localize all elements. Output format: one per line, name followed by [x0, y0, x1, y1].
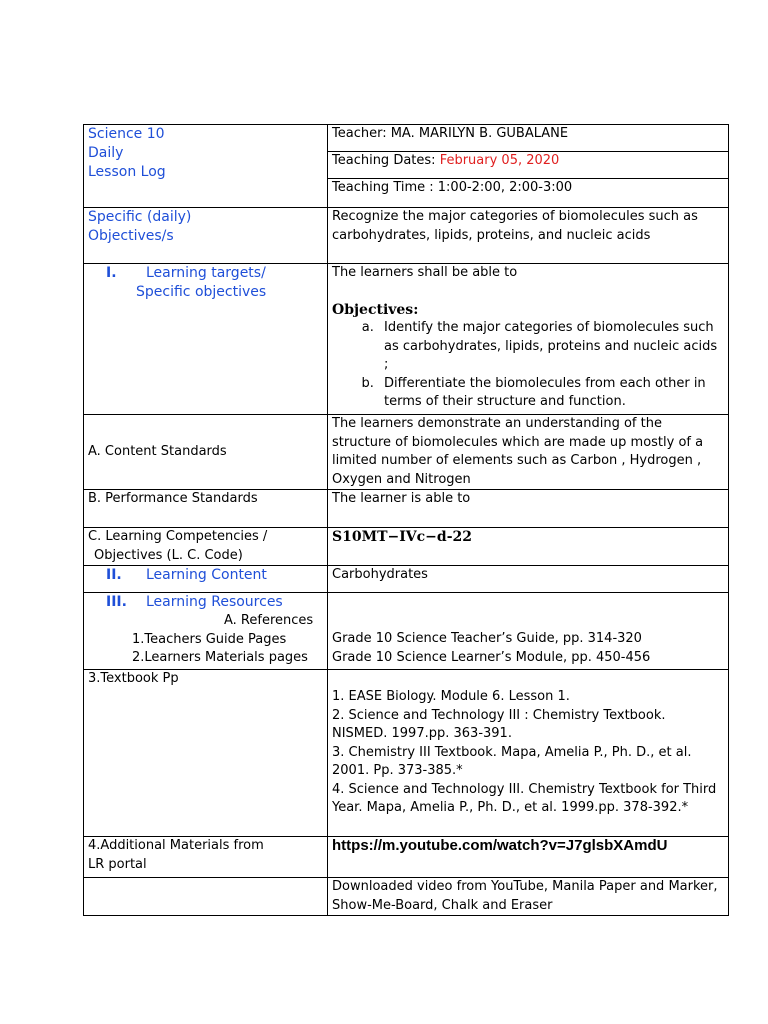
textbook-item: 4. Science and Technology III. Chemistry Textbook for Third Year. Mapa, Amelia P., Ph. D., et al. 1999.pp. 378-392.* [332, 781, 717, 815]
objective-item: b. Differentiate the biomolecules from each other in terms of their structure and function. [378, 375, 724, 412]
lesson-log-title [84, 125, 328, 208]
references-label: A. References [224, 613, 314, 628]
youtube-link[interactable]: https://m.youtube.com/watch?v=J7glsbXAmdU [332, 837, 668, 854]
teacher-cell [328, 125, 729, 152]
textbook-item: 3. Chemistry III Textbook. Mapa, Amelia P., Ph. D., et al. 2001. Pp. 373-385.* [332, 744, 692, 778]
objectives-heading: Objectives: [332, 301, 419, 318]
learning-targets-label-cell [84, 264, 328, 415]
teaching-dates-cell [328, 152, 729, 179]
objectives-list [332, 319, 724, 412]
competencies-label-cell [84, 528, 328, 566]
teaching-dates-label: Teaching Dates: [332, 153, 440, 168]
teaching-time-cell [328, 179, 729, 208]
title-line-2: Daily [88, 145, 124, 161]
learners-module-ref: Grade 10 Science Learner’s Module, pp. 450-456 [332, 649, 651, 665]
title-line-1: Science 10 [88, 126, 165, 142]
learning-targets-cell [328, 264, 729, 415]
content-standards-text: The learners demonstrate an understanding of the structure of biomolecules which are made up mostly of a limited number of elements such as Carbon , Hydrogen , Oxygen and Nitrogen [328, 415, 729, 490]
additional-materials-label-line-2: LR portal [88, 856, 147, 872]
specific-label-line-2: Objectives/s [88, 228, 174, 244]
content-standards-label: A. Content Standards [84, 415, 328, 490]
learning-content-label: Learning Content [146, 567, 267, 583]
learning-content-text: Carbohydrates [328, 566, 729, 593]
teaching-dates-value: February 05, 2020 [439, 153, 560, 168]
competencies-label-line-2: Objectives (L. C. Code) [94, 547, 243, 563]
specific-objectives-label: Specific objectives [136, 284, 267, 300]
learners-intro: The learners shall be able to [332, 265, 518, 280]
teacher-name: Teacher: MA. MARILYN B. GUBALANE [332, 126, 569, 141]
teachers-guide-label: 1.Teachers Guide Pages [132, 631, 287, 647]
textbook-item: 1. EASE Biology. Module 6. Lesson 1. [332, 689, 570, 704]
roman-numeral-two: II. [106, 567, 122, 583]
resources-cell [328, 593, 729, 670]
teachers-guide-ref: Grade 10 Science Teacher’s Guide, pp. 314-320 [332, 631, 642, 646]
specific-label-line-1: Specific (daily) [88, 209, 192, 225]
competencies-label-line-1: C. Learning Competencies / [88, 529, 268, 544]
title-line-3: Lesson Log [88, 164, 166, 180]
specific-objectives-label-cell [84, 208, 328, 264]
performance-standards-text: The learner is able to [328, 490, 729, 528]
roman-numeral-three: III. [106, 594, 127, 610]
teaching-time: Teaching Time : 1:00-2:00, 2:00-3:00 [332, 180, 573, 195]
other-materials-text: Downloaded video from YouTube, Manila Paper and Marker, Show-Me-Board, Chalk and Eraser [328, 878, 729, 916]
learning-targets-label: Learning targets/ [146, 265, 266, 281]
performance-standards-label: B. Performance Standards [84, 490, 328, 528]
learning-resources-label-cell [84, 593, 328, 670]
competency-code: S10MT−IVc−d-22 [332, 529, 472, 545]
textbook-item: 2. Science and Technology III : Chemistry Textbook. NISMED. 1997.pp. 363-391. [332, 707, 666, 741]
other-materials-label-cell [84, 878, 328, 916]
roman-numeral-one: I. [106, 265, 117, 281]
learners-materials-label: 2.Learners Materials pages [132, 650, 308, 665]
objective-item: a. Identify the major categories of biomolecules such as carbohydrates, lipids, proteins and nucleic acids ; [378, 319, 724, 375]
additional-materials-label-cell [84, 837, 328, 878]
competency-code-cell [328, 528, 729, 566]
textbook-label: 3.Textbook Pp [84, 670, 328, 837]
specific-objectives-text: Recognize the major categories of biomolecules such as carbohydrates, lipids, proteins, and nucleic acids [328, 208, 729, 264]
daily-lesson-log-table [83, 124, 729, 916]
learning-content-label-cell [84, 566, 328, 593]
textbook-cell [328, 670, 729, 837]
additional-materials-link-cell [328, 837, 729, 878]
learning-resources-label: Learning Resources [146, 594, 283, 610]
additional-materials-label-line-1: 4.Additional Materials from [88, 838, 264, 853]
